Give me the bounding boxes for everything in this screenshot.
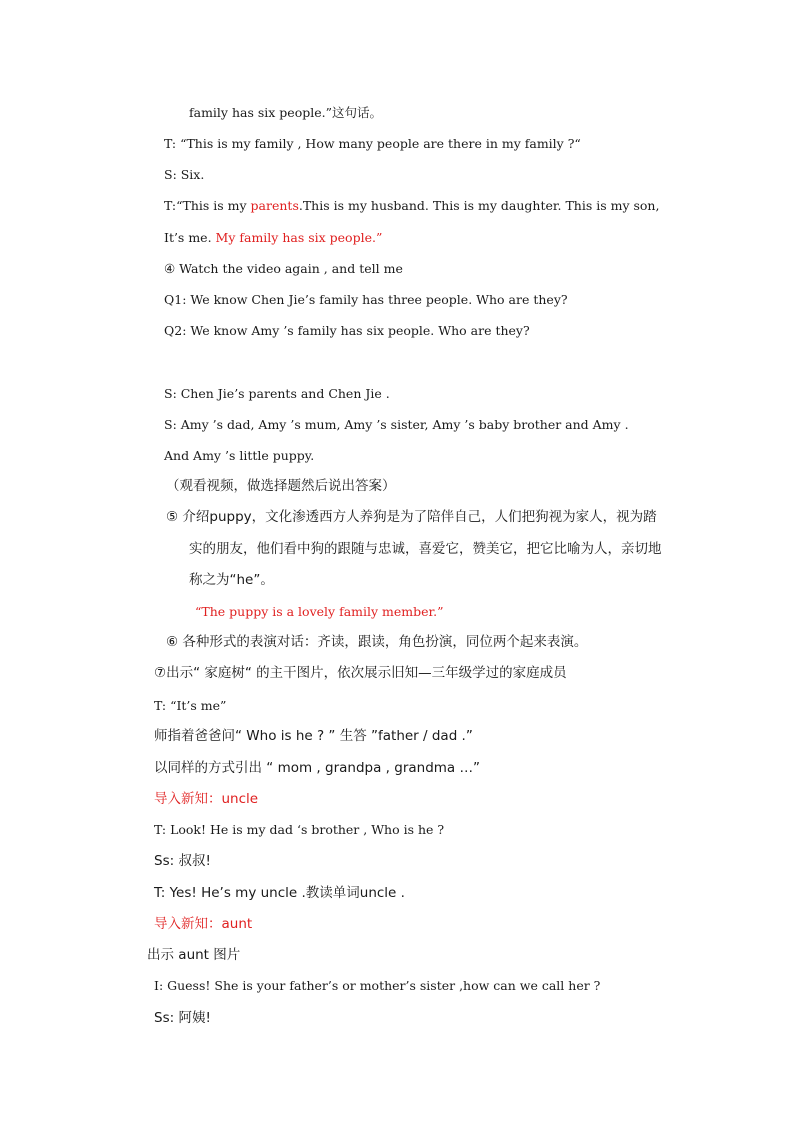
text-line: S: Six. <box>164 167 205 182</box>
text-line: 出示 aunt 图片 <box>147 947 241 963</box>
text-line: ⑤ 介绍puppy，文化渗透西方人养狗是为了陪伴自己，人们把狗视为家人，视为踏 <box>166 509 657 525</box>
text-segment: .This is my husband. This is my daughter. This is my son, <box>298 198 660 213</box>
text-segment: It’s me. <box>164 230 216 245</box>
text-line: （观看视频，做选择题然后说出答案） <box>166 478 396 494</box>
text-line: 师指着爸爸问“ Who is he ? ” 生答 ”father / dad .” <box>154 728 473 744</box>
text-line <box>164 198 659 214</box>
highlight-text: “The puppy is a lovely family member.” <box>195 604 444 619</box>
text-line: And Amy ’s little puppy. <box>164 448 315 463</box>
text-line: I: Guess! She is your father’s or mother’s sister ,how can we call her ? <box>154 978 601 993</box>
text-line: 实的朋友，他们看中狗的跟随与忠诚，喜爱它，赞美它，把它比喻为人，亲切地 <box>189 541 662 557</box>
text-segment: T:“This is my <box>164 198 251 213</box>
highlight-text: ” <box>375 230 383 245</box>
text-line: Q2: We know Amy ’s family has six people. Who are they? <box>164 323 530 338</box>
text-line: Ss: 阿姨! <box>154 1010 211 1026</box>
text-line: T: Yes! He’s my uncle .教读单词uncle . <box>154 885 405 901</box>
section-heading: 导入新知：uncle <box>154 791 259 807</box>
text-line: S: Chen Jie’s parents and Chen Jie . <box>164 386 390 401</box>
highlight-text: My family has six people. <box>215 230 376 245</box>
text-line <box>164 230 382 246</box>
text-line: S: Amy ’s dad, Amy ’s mum, Amy ’s sister, Amy ’s baby brother and Amy . <box>164 417 629 432</box>
highlight-text: parents <box>250 198 299 213</box>
section-heading: 导入新知：aunt <box>154 916 253 932</box>
text-line: T: “It’s me” <box>154 698 227 713</box>
text-line: ⑥ 各种形式的表演对话：齐读，跟读，角色扮演，同位两个起来表演。 <box>166 634 588 650</box>
text-line: 以同样的方式引出 “ mom , grandpa , grandma …” <box>154 760 480 776</box>
text-line: 称之为“he”。 <box>189 572 274 588</box>
text-line: T: “This is my family , How many people are there in my family ?“ <box>164 136 581 151</box>
text-line: Q1: We know Chen Jie’s family has three people. Who are they? <box>164 292 568 307</box>
text-line: family has six people.”这句话。 <box>189 105 382 120</box>
text-line: ⑦出示“ 家庭树“ 的主干图片，依次展示旧知—三年级学过的家庭成员 <box>154 665 567 681</box>
text-line: Ss: 叔叔! <box>154 853 211 869</box>
text-line: T: Look! He is my dad ‘s brother , Who is he ? <box>154 822 445 837</box>
text-line: ④ Watch the video again , and tell me <box>164 261 403 276</box>
